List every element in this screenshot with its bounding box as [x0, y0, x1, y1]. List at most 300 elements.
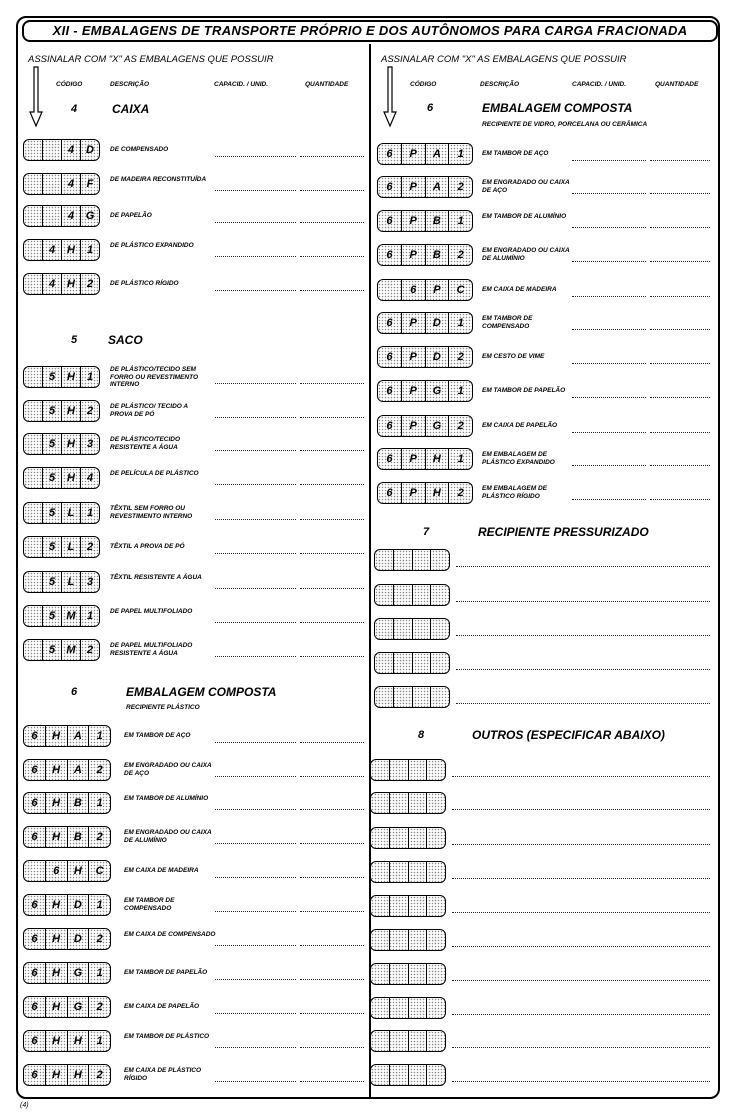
capacity-field[interactable]: [215, 156, 296, 157]
quantity-field[interactable]: [300, 843, 364, 844]
code-cell: 6: [386, 181, 393, 193]
quantity-field[interactable]: [650, 499, 710, 500]
capacity-field[interactable]: [215, 190, 296, 191]
capacity-field[interactable]: [572, 160, 646, 161]
specify-field[interactable]: [456, 566, 710, 567]
capacity-field[interactable]: [215, 877, 296, 878]
code-cell: [371, 1031, 389, 1051]
quantity-field[interactable]: [300, 383, 364, 384]
code-cell: [408, 793, 427, 813]
code-cell: 6: [31, 1001, 38, 1013]
code-checkbox[interactable]: [23, 139, 100, 161]
code-checkbox[interactable]: [377, 448, 473, 470]
quantity-field[interactable]: [300, 911, 364, 912]
quantity-field[interactable]: [300, 622, 364, 623]
item-description: EM TAMBOR DE COMPENSADO: [124, 897, 175, 912]
code-cell: [408, 964, 427, 984]
code-cell: 1: [88, 726, 110, 746]
capacity-field[interactable]: [215, 222, 296, 223]
code-cell: [412, 619, 431, 639]
code-cell: H: [45, 793, 67, 813]
code-cell: [412, 653, 431, 673]
specify-field[interactable]: [452, 844, 710, 845]
code-cell: 6: [401, 280, 425, 300]
specify-field[interactable]: [452, 809, 710, 810]
code-cell: 5: [42, 434, 61, 454]
code-cell: [426, 1031, 445, 1051]
code-checkbox[interactable]: [23, 860, 111, 882]
code-checkbox[interactable]: [23, 962, 111, 984]
section-subtitle: RECIPIENTE DE VIDRO, PORCELANA OU CERÂMICA: [482, 121, 648, 128]
specify-field[interactable]: [452, 946, 710, 947]
item-description: TÊXTIL RESISTENTE A ÁGUA: [110, 574, 202, 581]
item-description: EM ENGRADADO OU CAIXA DE AÇO: [124, 762, 212, 777]
capacity-field[interactable]: [215, 1047, 296, 1048]
blank-code-checkbox[interactable]: [370, 861, 446, 883]
quantity-field[interactable]: [650, 193, 710, 194]
code-cell: 6: [386, 385, 393, 397]
code-cell: G: [67, 963, 89, 983]
item-description: EM CAIXA DE PAPELÃO: [124, 1003, 200, 1010]
section-title: CAIXA: [112, 102, 150, 116]
down-arrow-icon: [383, 66, 397, 128]
code-cell: 2: [80, 537, 99, 557]
quantity-field[interactable]: [300, 484, 364, 485]
item-description: DE PAPEL MULTIFOLIADO RESISTENTE A ÁGUA: [110, 642, 193, 657]
code-cell: 1: [80, 367, 99, 387]
quantity-field[interactable]: [650, 465, 710, 466]
code-checkbox[interactable]: [23, 366, 100, 388]
capacity-field[interactable]: [215, 656, 296, 657]
code-cell: 5: [42, 401, 61, 421]
quantity-field[interactable]: [650, 363, 710, 364]
code-checkbox[interactable]: [23, 433, 100, 455]
code-cell: A: [67, 760, 89, 780]
blank-code-checkbox[interactable]: [370, 1064, 446, 1086]
item-description: DE MADEIRA RECONSTITUÍDA: [110, 176, 207, 183]
code-cell: P: [401, 449, 425, 469]
item-description: DE COMPENSADO: [110, 146, 169, 153]
code-cell: [24, 174, 42, 194]
blank-code-checkbox[interactable]: [374, 652, 450, 674]
item-description: EM CESTO DE VIME: [482, 353, 545, 360]
capacity-field[interactable]: [215, 588, 296, 589]
code-cell: 6: [386, 453, 393, 465]
specify-field[interactable]: [452, 776, 710, 777]
quantity-field[interactable]: [300, 877, 364, 878]
capacity-field[interactable]: [572, 499, 646, 500]
code-checkbox[interactable]: [23, 536, 100, 558]
code-cell: H: [61, 367, 80, 387]
quantity-field[interactable]: [300, 588, 364, 589]
section-title: RECIPIENTE PRESSURIZADO: [478, 525, 649, 539]
quantity-field[interactable]: [300, 776, 364, 777]
quantity-field[interactable]: [300, 222, 364, 223]
capacity-field[interactable]: [215, 553, 296, 554]
code-cell: [24, 503, 42, 523]
capacity-field[interactable]: [572, 397, 646, 398]
blank-code-checkbox[interactable]: [370, 1030, 446, 1052]
code-cell: P: [401, 347, 425, 367]
right-header-codigo: CÓDIGO: [410, 81, 437, 88]
code-cell: A: [425, 144, 449, 164]
code-cell: P: [401, 381, 425, 401]
code-cell: 1: [88, 895, 110, 915]
code-checkbox[interactable]: [377, 312, 473, 334]
capacity-field[interactable]: [215, 450, 296, 451]
quantity-field[interactable]: [300, 553, 364, 554]
specify-field[interactable]: [452, 1081, 710, 1082]
code-cell: [371, 760, 389, 780]
capacity-field[interactable]: [215, 809, 296, 810]
quantity-field[interactable]: [300, 1013, 364, 1014]
left-header-descricao: DESCRIÇÃO: [110, 81, 150, 88]
code-checkbox[interactable]: [23, 467, 100, 489]
quantity-field[interactable]: [650, 261, 710, 262]
item-description: EM TAMBOR DE AÇO: [124, 732, 191, 739]
quantity-field[interactable]: [650, 397, 710, 398]
code-cell: 6: [386, 249, 393, 261]
quantity-field[interactable]: [300, 945, 364, 946]
code-cell: 2: [448, 177, 472, 197]
code-cell: H: [61, 401, 80, 421]
code-cell: [426, 862, 445, 882]
item-description: EM TAMBOR DE PLÁSTICO: [124, 1033, 210, 1040]
code-cell: 2: [88, 997, 110, 1017]
capacity-field[interactable]: [215, 1013, 296, 1014]
code-cell: [371, 998, 389, 1018]
capacity-field[interactable]: [572, 363, 646, 364]
code-cell: [389, 998, 408, 1018]
capacity-field[interactable]: [215, 911, 296, 912]
code-cell: 6: [386, 317, 393, 329]
quantity-field[interactable]: [300, 1047, 364, 1048]
code-cell: H: [67, 1031, 89, 1051]
blank-code-checkbox[interactable]: [374, 549, 450, 571]
code-cell: [24, 240, 42, 260]
item-description: TÊXTIL SEM FORRO OU REVESTIMENTO INTERNO: [110, 505, 193, 520]
code-cell: [408, 828, 427, 848]
blank-code-checkbox[interactable]: [370, 997, 446, 1019]
section-number: 4: [70, 103, 78, 115]
capacity-field[interactable]: [572, 227, 646, 228]
item-description: EM ENGRADADO OU CAIXA DE AÇO: [482, 179, 570, 194]
code-cell: [408, 1065, 427, 1085]
code-cell: [24, 468, 42, 488]
capacity-field[interactable]: [572, 465, 646, 466]
code-checkbox[interactable]: [377, 415, 473, 437]
code-cell: 6: [31, 899, 38, 911]
code-cell: H: [45, 895, 67, 915]
code-cell: [389, 862, 408, 882]
code-cell: 2: [88, 1065, 110, 1085]
item-description: EM TAMBOR DE PAPELÃO: [124, 969, 208, 976]
quantity-field[interactable]: [300, 1081, 364, 1082]
quantity-field[interactable]: [300, 450, 364, 451]
section-title: EMBALAGEM COMPOSTA: [482, 101, 633, 115]
code-cell: [389, 793, 408, 813]
code-cell: P: [425, 280, 449, 300]
specify-field[interactable]: [456, 635, 710, 636]
code-cell: 2: [88, 929, 110, 949]
specify-field[interactable]: [452, 912, 710, 913]
code-cell: [375, 550, 393, 570]
code-cell: 5: [42, 503, 61, 523]
code-checkbox[interactable]: [377, 143, 473, 165]
specify-field[interactable]: [452, 980, 710, 981]
item-description: EM ENGRADADO OU CAIXA DE ALUMÍNIO: [482, 247, 570, 262]
code-cell: [42, 206, 61, 226]
specify-field[interactable]: [452, 1014, 710, 1015]
code-cell: [389, 1031, 408, 1051]
code-checkbox[interactable]: [377, 210, 473, 232]
code-cell: [430, 653, 449, 673]
blank-code-checkbox[interactable]: [374, 686, 450, 708]
quantity-field[interactable]: [300, 290, 364, 291]
code-checkbox[interactable]: [23, 725, 111, 747]
code-cell: 2: [88, 760, 110, 780]
blank-code-checkbox[interactable]: [374, 618, 450, 640]
code-cell: 5: [42, 468, 61, 488]
quantity-field[interactable]: [650, 432, 710, 433]
code-cell: B: [67, 827, 89, 847]
code-cell: M: [61, 640, 80, 660]
capacity-field[interactable]: [215, 979, 296, 980]
capacity-field[interactable]: [215, 945, 296, 946]
quantity-field[interactable]: [300, 742, 364, 743]
capacity-field[interactable]: [572, 296, 646, 297]
code-cell: 6: [31, 967, 38, 979]
quantity-field[interactable]: [300, 979, 364, 980]
item-description: DE PLÁSTICO EXPANDIDO: [110, 242, 194, 249]
left-header-capacidade: CAPACID. / UNID.: [214, 81, 269, 88]
code-cell: 6: [386, 215, 393, 227]
quantity-field[interactable]: [650, 329, 710, 330]
code-cell: [408, 998, 427, 1018]
specify-field[interactable]: [456, 669, 710, 670]
code-cell: [426, 793, 445, 813]
code-cell: [24, 434, 42, 454]
code-cell: 3: [80, 572, 99, 592]
code-checkbox[interactable]: [23, 996, 111, 1018]
code-checkbox[interactable]: [23, 400, 100, 422]
code-checkbox[interactable]: [23, 239, 100, 261]
code-cell: 6: [386, 487, 393, 499]
blank-code-checkbox[interactable]: [370, 827, 446, 849]
item-description: EM EMBALAGEM DE PLÁSTICO RÍGIDO: [482, 485, 547, 500]
code-cell: [371, 896, 389, 916]
code-cell: L: [61, 572, 80, 592]
code-cell: 3: [80, 434, 99, 454]
code-cell: P: [401, 245, 425, 265]
code-cell: [408, 896, 427, 916]
item-description: EM TAMBOR DE PAPELÃO: [482, 387, 566, 394]
item-description: EM CAIXA DE MADEIRA: [124, 867, 199, 874]
code-cell: 4: [61, 140, 80, 160]
code-checkbox[interactable]: [377, 482, 473, 504]
code-checkbox[interactable]: [377, 380, 473, 402]
code-checkbox[interactable]: [23, 502, 100, 524]
code-cell: [426, 998, 445, 1018]
quantity-field[interactable]: [650, 160, 710, 161]
code-cell: [371, 862, 389, 882]
code-cell: [430, 585, 449, 605]
code-cell: [426, 930, 445, 950]
left-instruction: ASSINALAR COM "X" AS EMBALAGENS QUE POSSUIR: [28, 54, 274, 65]
capacity-field[interactable]: [572, 329, 646, 330]
capacity-field[interactable]: [215, 622, 296, 623]
code-checkbox[interactable]: [377, 244, 473, 266]
code-cell: [371, 1065, 389, 1085]
code-cell: H: [67, 1065, 89, 1085]
quantity-field[interactable]: [650, 227, 710, 228]
quantity-field[interactable]: [300, 656, 364, 657]
capacity-field[interactable]: [215, 417, 296, 418]
code-cell: 6: [386, 420, 393, 432]
code-checkbox[interactable]: [23, 173, 100, 195]
quantity-field[interactable]: [300, 156, 364, 157]
capacity-field[interactable]: [215, 776, 296, 777]
code-cell: 5: [42, 640, 61, 660]
item-description: EM CAIXA DE COMPENSADO: [124, 931, 216, 938]
code-cell: G: [425, 381, 449, 401]
item-description: EM TAMBOR DE AÇO: [482, 150, 549, 157]
code-checkbox[interactable]: [23, 759, 111, 781]
quantity-field[interactable]: [650, 296, 710, 297]
code-cell: D: [80, 140, 99, 160]
code-cell: 6: [31, 933, 38, 945]
code-cell: [430, 619, 449, 639]
code-cell: [375, 585, 393, 605]
capacity-field[interactable]: [215, 256, 296, 257]
capacity-field[interactable]: [215, 742, 296, 743]
code-cell: 6: [31, 1069, 38, 1081]
code-cell: 1: [448, 313, 472, 333]
right-header-quantidade: QUANTIDADE: [655, 81, 699, 88]
code-cell: [430, 687, 449, 707]
code-cell: B: [425, 245, 449, 265]
code-cell: [393, 653, 412, 673]
code-checkbox[interactable]: [23, 894, 111, 916]
capacity-field[interactable]: [572, 261, 646, 262]
right-header-descricao: DESCRIÇÃO: [480, 81, 520, 88]
code-cell: 2: [448, 347, 472, 367]
item-description: EM CAIXA DE PAPELÃO: [482, 422, 558, 429]
blank-code-checkbox[interactable]: [370, 929, 446, 951]
code-cell: H: [61, 468, 80, 488]
specify-field[interactable]: [452, 878, 710, 879]
code-checkbox[interactable]: [23, 571, 100, 593]
form-title: XII - EMBALAGENS DE TRANSPORTE PRÓPRIO E DOS AUTÔNOMOS PARA CARGA FRACIONADA: [22, 20, 718, 42]
item-description: EM CAIXA DE PLÁSTICO RÍGIDO: [124, 1067, 202, 1082]
code-checkbox[interactable]: [23, 928, 111, 950]
left-header-quantidade: QUANTIDADE: [305, 81, 349, 88]
capacity-field[interactable]: [215, 1081, 296, 1082]
quantity-field[interactable]: [300, 417, 364, 418]
code-cell: 2: [88, 827, 110, 847]
item-description: EM ENGRADADO OU CAIXA DE ALUMÍNIO: [124, 829, 212, 844]
code-cell: [24, 367, 42, 387]
page-footer: (4): [20, 1102, 29, 1109]
code-cell: C: [88, 861, 110, 881]
code-checkbox[interactable]: [23, 1030, 111, 1052]
blank-code-checkbox[interactable]: [374, 584, 450, 606]
code-checkbox[interactable]: [23, 605, 100, 627]
code-cell: 2: [448, 416, 472, 436]
code-cell: [408, 1031, 427, 1051]
quantity-field[interactable]: [300, 190, 364, 191]
code-cell: [393, 585, 412, 605]
code-cell: [408, 760, 427, 780]
blank-code-checkbox[interactable]: [370, 963, 446, 985]
code-checkbox[interactable]: [377, 176, 473, 198]
code-checkbox[interactable]: [23, 205, 100, 227]
capacity-field[interactable]: [215, 843, 296, 844]
code-cell: 2: [80, 401, 99, 421]
quantity-field[interactable]: [300, 256, 364, 257]
section-title: SACO: [108, 333, 143, 347]
code-checkbox[interactable]: [377, 279, 473, 301]
quantity-field[interactable]: [300, 519, 364, 520]
capacity-field[interactable]: [215, 484, 296, 485]
specify-field[interactable]: [452, 1047, 710, 1048]
code-checkbox[interactable]: [23, 273, 100, 295]
code-checkbox[interactable]: [23, 792, 111, 814]
capacity-field[interactable]: [215, 290, 296, 291]
code-cell: 1: [80, 606, 99, 626]
code-cell: [412, 585, 431, 605]
code-cell: 1: [448, 381, 472, 401]
right-instruction: ASSINALAR COM "X" AS EMBALAGENS QUE POSSUIR: [381, 54, 627, 65]
capacity-field[interactable]: [215, 383, 296, 384]
specify-field[interactable]: [456, 601, 710, 602]
code-cell: [375, 687, 393, 707]
blank-code-checkbox[interactable]: [370, 792, 446, 814]
code-cell: 1: [80, 240, 99, 260]
code-cell: [430, 550, 449, 570]
code-cell: 6: [31, 797, 38, 809]
code-cell: [24, 640, 42, 660]
code-cell: H: [61, 274, 80, 294]
capacity-field[interactable]: [215, 519, 296, 520]
code-checkbox[interactable]: [377, 346, 473, 368]
code-cell: P: [401, 483, 425, 503]
code-cell: H: [45, 997, 67, 1017]
specify-field[interactable]: [456, 703, 710, 704]
capacity-field[interactable]: [572, 193, 646, 194]
blank-code-checkbox[interactable]: [370, 759, 446, 781]
code-cell: [393, 687, 412, 707]
code-cell: [412, 550, 431, 570]
code-cell: 1: [448, 211, 472, 231]
code-cell: 4: [42, 240, 61, 260]
quantity-field[interactable]: [300, 809, 364, 810]
code-cell: 6: [386, 148, 393, 160]
code-cell: H: [61, 434, 80, 454]
code-cell: [389, 964, 408, 984]
code-cell: D: [67, 895, 89, 915]
code-cell: [24, 274, 42, 294]
code-cell: F: [80, 174, 99, 194]
item-description: EM TAMBOR DE ALUMÍNIO: [482, 213, 567, 220]
blank-code-checkbox[interactable]: [370, 895, 446, 917]
item-description: DE PAPEL MULTIFOLIADO: [110, 608, 193, 615]
code-checkbox[interactable]: [23, 639, 100, 661]
code-cell: B: [425, 211, 449, 231]
capacity-field[interactable]: [572, 432, 646, 433]
code-checkbox[interactable]: [23, 1064, 111, 1086]
code-checkbox[interactable]: [23, 826, 111, 848]
